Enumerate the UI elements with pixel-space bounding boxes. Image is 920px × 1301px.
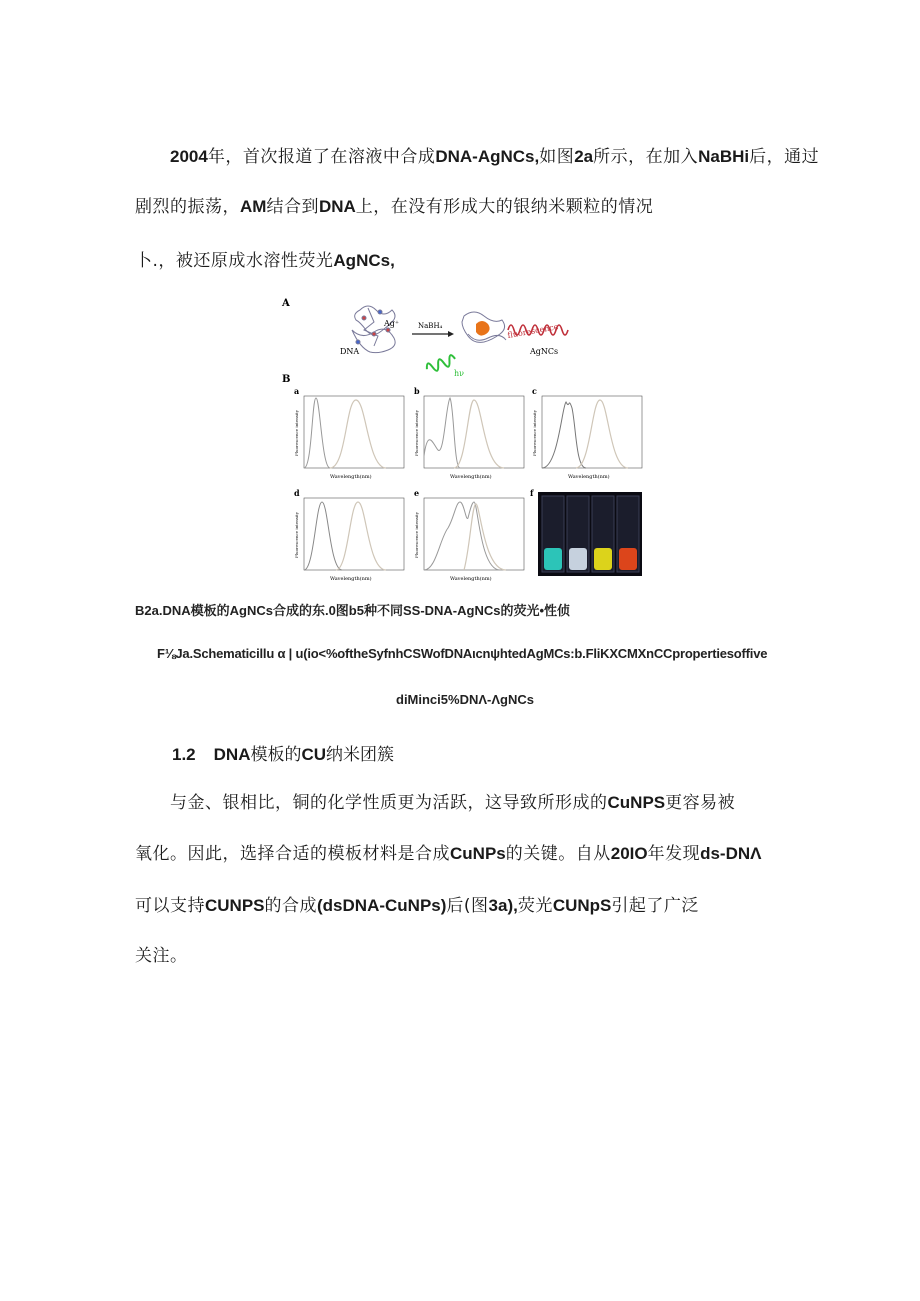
term-text: ds-DNΛ [700,844,762,863]
plot-frame [542,396,642,468]
paragraph-2-line-1 [170,792,735,814]
term-text: CuNPs [450,844,506,863]
x-axis-label: Wavelength(nm) [568,474,610,480]
x-axis-label: Wavelength(nm) [450,576,492,582]
caption-english-line-2: diMinci5%DNΛ-ΛgNCs [396,692,534,707]
term-text: (dsDNA-CuNPs) [317,896,447,915]
vial-fluorescence [544,548,562,570]
panel-b-label: B [282,374,291,385]
x-axis-label: Wavelength(nm) [450,474,492,480]
paragraph-2-line-4 [135,945,188,967]
figure-svg [276,290,646,590]
subplot-label: d [294,488,300,498]
text-span: 年发现 [647,844,701,864]
figure-ref: 3a), [488,896,518,915]
vial-fluorescence [569,548,587,570]
spectrum-plot-e [414,488,524,582]
text-span: 与金、银相比，铜的化学性质更为活跃，这导致所形成的 [170,793,608,813]
agncs-label: AgNCs [530,347,559,356]
vial-fluorescence [619,548,637,570]
reagent-label: NaBH₄ [418,322,443,330]
paragraph-1-line-2 [135,196,653,218]
section-number: 1.2 [172,745,196,764]
term-text: DNA-AgNCs, [435,147,540,166]
emission-curve [464,504,506,570]
text-span: 年，首次报道了在溶液中合成 [207,147,436,167]
y-axis-label: Fluorescence intensity [414,409,419,456]
ag-ion-label: Ag⁺ [384,319,400,328]
subplot-label: b [414,386,420,396]
emission-curve [336,502,386,570]
y-axis-label: Fluorescence intensity [532,409,537,456]
paragraph-1-line-3 [135,250,395,272]
fluorescence-label: fluorescence [506,322,560,340]
y-axis-label: Fluorescence intensity [294,409,299,456]
year-text: 20IO [610,844,648,863]
text-span: 关注。 [135,946,188,966]
dna-label: DNA [340,347,360,356]
paragraph-2-line-3 [135,895,699,917]
text-span: 结合到 [266,197,319,217]
plot-frame [424,396,524,468]
emission-curve [576,400,628,468]
text-span: 荧光 [517,896,553,916]
subplot-label: a [294,386,300,396]
term-text: CU [301,745,327,764]
vials-photo-f [530,488,642,576]
dna-strand-illustration [352,306,395,353]
excitation-curve [424,398,460,468]
term-text: NaBHi [698,147,750,166]
hv-label: hν [454,369,465,378]
text-span: 引起了广泛 [611,896,699,916]
x-axis-label: Wavelength(nm) [330,576,372,582]
text-span: 可以支持 [135,896,205,916]
section-heading [172,740,394,765]
text-span: 纳米团簇 [326,745,395,765]
caption-english-line-1: F⅛Ja.Schematicillu α | u(io<%oftheSyfnhCSWofDNAιcnψhtedAgMCs:b.FliKXCMXnCCpropertiesoffive [157,646,768,661]
spectrum-plot-d [294,488,404,582]
y-axis-label: Fluorescence intensity [294,511,299,558]
text-span: 氧化。因此，选择合适的模板材料是合成 [135,844,450,864]
plot-frame [304,396,404,468]
figure-ref: 2a [574,147,594,166]
emission-curve [330,400,386,468]
arrow-head-icon [448,331,454,337]
spectrum-plot-c [532,386,642,480]
excitation-wave-icon [425,354,457,374]
term-text: AM [240,197,267,216]
text-span: 的关键。自从 [505,844,611,864]
term-text: DNA [318,197,356,216]
x-axis-label: Wavelength(nm) [330,474,372,480]
excitation-curve [304,502,342,570]
emission-curve [454,400,504,468]
panel-a-label: A [282,298,290,309]
text-span: 剧烈的振荡， [135,197,240,217]
text-span: 所示，在加入 [593,147,699,167]
excitation-curve [304,398,330,468]
silver-cluster-icon [476,321,490,336]
figure-2 [276,290,646,590]
caption-chinese: B2a.DNA模板的AgNCs合成的东.0图b5种不同SS-DNA-AgNCs的荧光•性侦 [135,603,571,618]
paragraph-1-line-1 [170,146,819,168]
spectrum-plot-a [294,386,404,480]
text-span: 后(图 [446,896,489,916]
text-span: 后，通过 [749,147,820,167]
term-text: DNA [213,745,251,764]
term-text: CuNPS [607,793,666,812]
year-text: 2004 [170,147,208,166]
vial-fluorescence [594,548,612,570]
text-span: 如图 [539,147,575,167]
text-span: 卜.，被还原成水溶性荧光 [135,251,334,271]
term-text: CUNPS [205,896,265,915]
excitation-curve [424,502,500,570]
excitation-curve [542,402,586,468]
subplot-label: f [530,488,534,498]
text-span: 上，在没有形成大的银纳米颗粒的情况 [355,197,654,217]
term-text: CUNpS [552,896,612,915]
term-text: AgNCs, [333,251,395,270]
text-span: 模板的 [250,745,302,765]
y-axis-label: Fluorescence intensity [414,511,419,558]
paragraph-2-line-2 [135,843,762,865]
text-span: 更容易被 [665,793,736,813]
text-span: 的合成 [264,896,318,916]
subplot-label: e [414,488,420,498]
subplot-label: c [532,386,537,396]
spectrum-plot-b [414,386,524,480]
